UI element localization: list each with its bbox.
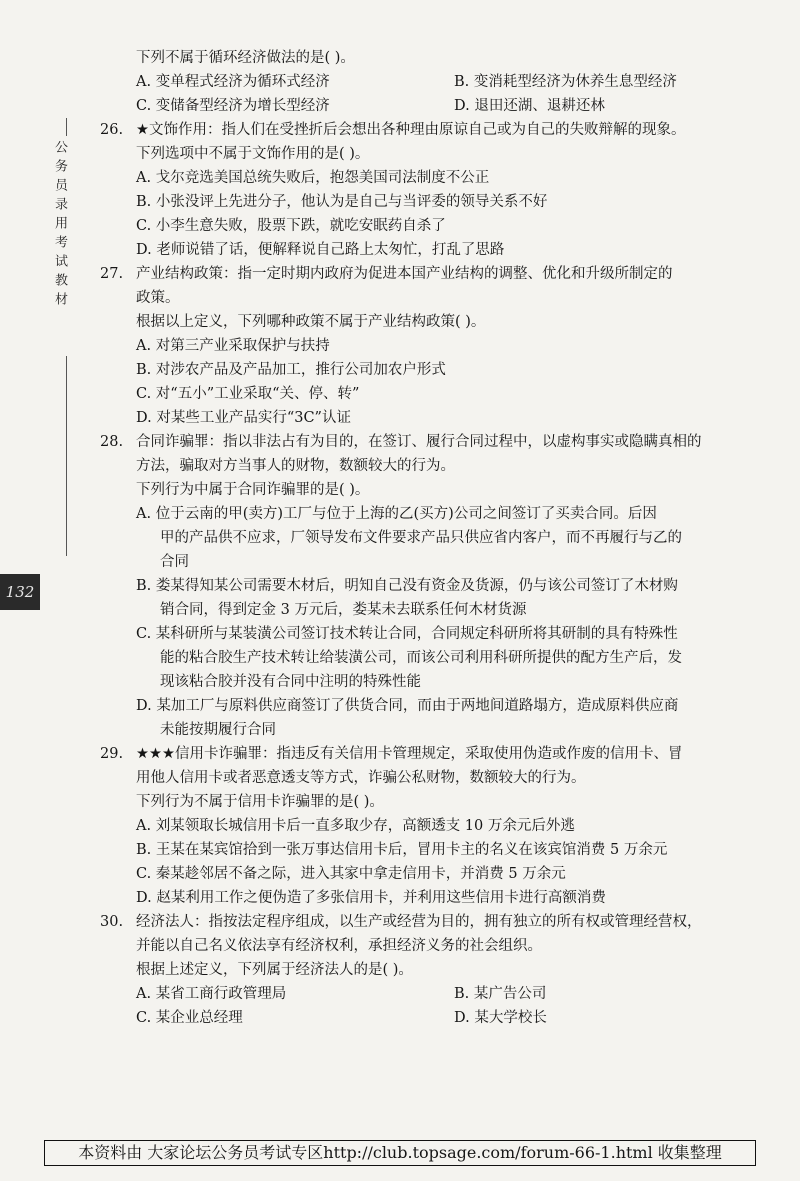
question-stem: 下列不属于循环经济做法的是( )。 [136,50,355,66]
option-a: A. 某省工商行政管理局 [136,986,287,1002]
option-b: B. 变消耗型经济为休养生息型经济 [454,74,677,90]
side-divider-bottom [66,356,67,556]
question-number: 30. [100,914,124,930]
definition-text: 信用卡诈骗罪：指违反有关信用卡管理规定，采取使用伪造或作废的信用卡、冒 [175,746,683,762]
option-a-continued: 甲的产品供不应求，厂领导发布文件要求产品只供应省内客户，而不再履行与乙的 [160,530,682,546]
question-number: 29. [100,746,124,762]
option-b: B. 王某在某宾馆拾到一张万事达信用卡后，冒用卡主的名义在该宾馆消费 5 万余元 [136,842,668,858]
question-29-definition [100,742,772,766]
footer-watermark: 本资料由 大家论坛公务员考试专区http://club.topsage.com/forum-66-1.html 收集整理 [44,1140,756,1166]
definition-text: 合同诈骗罪：指以非法占有为目的，在签订、履行合同过程中，以虚构事实或隐瞒真相的 [136,434,702,450]
option-d-continued: 未能按期履行合同 [160,722,276,738]
option-b-continued: 销合同，得到定金 3 万元后，娄某未去联系任何木材货源 [160,602,527,618]
definition-text: 政策。 [136,290,180,306]
option-a: A. 位于云南的甲(卖方)工厂与位于上海的乙(买方)公司之间签订了买卖合同。后因 [136,506,657,522]
definition-text: 产业结构政策：指一定时期内政府为促进本国产业结构的调整、优化和升级所制定的 [136,266,673,282]
side-label: 公务员录用考试教材 [52,140,67,311]
side-divider-top [66,118,67,136]
option-a-continued: 合同 [160,554,189,570]
options-row [100,982,772,1006]
question-content [100,46,772,1030]
option-a: A. 变单程式经济为循环式经济 [136,74,330,90]
option-c: C. 秦某趁邻居不备之际，进入其家中拿走信用卡，并消费 5 万余元 [136,866,566,882]
difficulty-stars: ★★★ [136,746,175,762]
option-c: C. 某企业总经理 [136,1010,243,1026]
options-row [100,1006,772,1030]
option-d: D. 老师说错了话，便解释说自己路上太匆忙，打乱了思路 [136,242,505,258]
option-b: B. 对涉农产品及产品加工，推行公司加农户形式 [136,362,446,378]
option-b: B. 某广告公司 [454,986,547,1002]
option-c-continued: 能的粘合胶生产技术转让给装潢公司，而该公司利用科研所提供的配方生产后，发 [160,650,682,666]
option-a: A. 对第三产业采取保护与扶持 [136,338,330,354]
option-d: D. 某大学校长 [454,1010,547,1026]
question-number: 27. [100,266,124,282]
difficulty-stars: ★ [136,122,149,138]
page-number: 132 [0,574,40,610]
option-b: B. 小张没评上先进分子，他认为是自己与当评委的领导关系不好 [136,194,548,210]
definition-text: 用他人信用卡或者恶意透支等方式，诈骗公私财物，数额较大的行为。 [136,770,586,786]
option-a: A. 刘某领取长城信用卡后一直多取少存，高额透支 10 万余元后外逃 [136,818,575,834]
question-stem: 根据以上定义，下列哪种政策不属于产业结构政策( )。 [136,314,486,330]
question-number: 28. [100,434,124,450]
option-c: C. 对“五小”工业采取“关、停、转” [136,386,360,402]
question-stem: 下列行为中属于合同诈骗罪的是( )。 [136,482,370,498]
option-d: D. 赵某利用工作之便伪造了多张信用卡，并利用这些信用卡进行高额消费 [136,890,606,906]
option-d: D. 某加工厂与原料供应商签订了供货合同，而由于两地间道路塌方，造成原料供应商 [136,698,679,714]
option-c: C. 变储备型经济为增长型经济 [136,98,330,114]
question-number: 26. [100,122,124,138]
option-c: C. 某科研所与某装潢公司签订技术转让合同，合同规定科研所将其研制的具有特殊性 [136,626,678,642]
definition-text: 经济法人：指按法定程序组成，以生产或经营为目的，拥有独立的所有权或管理经营权， [136,914,702,930]
option-a: A. 戈尔竞选美国总统失败后，抱怨美国司法制度不公正 [136,170,490,186]
question-stem: 下列行为不属于信用卡诈骗罪的是( )。 [136,794,384,810]
option-d: D. 对某些工业产品实行“3C”认证 [136,410,351,426]
definition-text: 并能以自己名义依法享有经济权利，承担经济义务的社会组织。 [136,938,542,954]
option-d: D. 退田还湖、退耕还林 [454,98,605,114]
question-stem: 根据上述定义，下列属于经济法人的是( )。 [136,962,413,978]
option-c: C. 小李生意失败，股票下跌，就吃安眠药自杀了 [136,218,446,234]
question-28-definition [100,430,772,454]
definition-text: 方法，骗取对方当事人的财物，数额较大的行为。 [136,458,455,474]
option-b: B. 娄某得知某公司需要木材后，明知自己没有资金及货源，仍与该公司签订了木材购 [136,578,678,594]
options-row [100,70,772,94]
question-30-definition [100,910,772,934]
options-row [100,94,772,118]
question-stem: 下列选项中不属于文饰作用的是( )。 [136,146,370,162]
question-26-definition [100,118,772,142]
definition-text: 文饰作用：指人们在受挫折后会想出各种理由原谅自己或为自己的失败辩解的现象。 [149,122,686,138]
question-27-definition [100,262,772,286]
option-c-continued: 现该粘合胶并没有合同中注明的特殊性能 [160,674,421,690]
